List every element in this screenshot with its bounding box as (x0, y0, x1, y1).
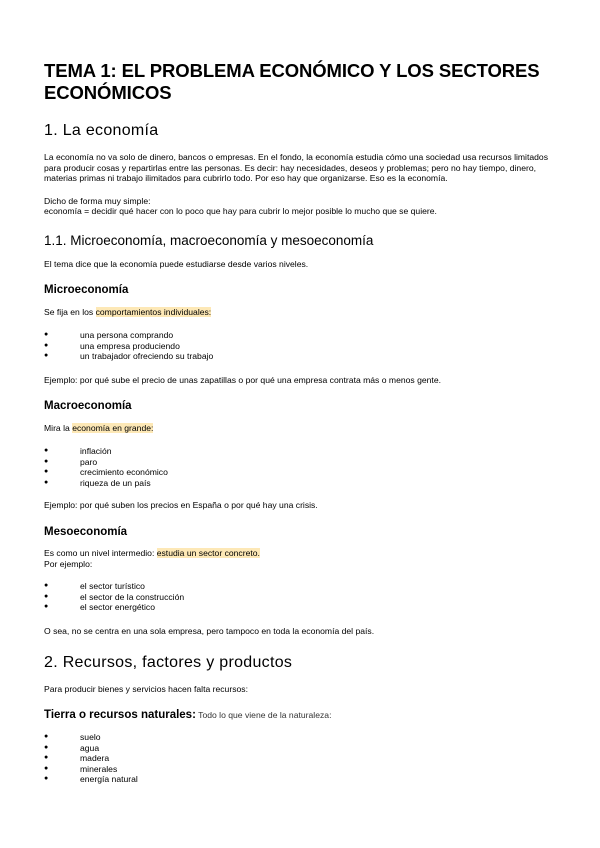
bullet-icon: ● (44, 447, 49, 454)
macro-example: Ejemplo: por qué suben los precios en España o por qué hay una crisis. (44, 500, 318, 510)
macro-lead: Mira la economía en grande: (44, 423, 154, 433)
list-item: ● agua (44, 742, 100, 753)
bullet-icon: ● (44, 582, 49, 589)
meso-conclusion: O sea, no se centra en una sola empresa, pero tampoco en toda la economía del país. (44, 626, 375, 636)
simple-line-2: economía = decidir qué hacer con lo poco que hay para cubrir lo mejor posible lo mucho que se quiere. (44, 206, 437, 216)
micro-list (44, 330, 213, 362)
section-heading-economia: 1. La economía (44, 122, 159, 139)
meso-list (44, 581, 184, 613)
bullet-icon: ● (44, 352, 49, 359)
niveles-intro: El tema dice que la economía puede estudiarse desde varios niveles. (44, 259, 309, 269)
bullet-icon: ● (44, 775, 49, 782)
list-item: ● un trabajador ofreciendo su trabajo (44, 351, 214, 361)
simple-line-1: Dicho de forma muy simple: (44, 196, 151, 206)
bullet-icon: ● (44, 468, 49, 475)
list-item: ● el sector de la construcción (44, 591, 185, 602)
meso-heading: Mesoeconomía (44, 526, 128, 538)
list-item: ● energía natural (44, 774, 138, 784)
bullet-icon: ● (44, 478, 49, 486)
bullet-icon: ● (44, 341, 49, 349)
macro-heading: Macroeconomía (44, 400, 132, 412)
meso-highlight: estudia un sector concreto. (156, 548, 260, 558)
bullet-icon: ● (44, 764, 49, 772)
list-item: ● riqueza de un país (44, 477, 151, 488)
list-item: ● una empresa produciendo (44, 340, 180, 351)
natural-list (44, 732, 138, 785)
micro-lead: Se fija en los comportamientos individuales: (44, 307, 212, 317)
list-item: ● suelo (44, 732, 101, 742)
economia-intro: La economía no va solo de dinero, bancos o empresas. En el fondo, la economía estudia cómo una sociedad usa recursos limitados para producir cosas y repartirlas entre las personas. Es decir: hay necesidades, deseos y problemas; pero no hay tiempo, dinero, materias primas ni trabajo ilimitados para cubrirlo todo. Por eso hay que organizarse. Eso es la economía. (44, 152, 548, 183)
list-item: ● una persona comprando (44, 330, 174, 340)
section-heading-recursos: 2. Recursos, factores y productos (44, 654, 293, 671)
macro-list (44, 446, 168, 488)
meso-por-ejemplo: Por ejemplo: (44, 559, 93, 569)
list-item: ● el sector turístico (44, 581, 145, 591)
list-item: ● el sector energético (44, 602, 155, 612)
natural-heading: Tierra o recursos naturales: (44, 709, 196, 721)
micro-heading: Microeconomía (44, 284, 129, 296)
micro-example: Ejemplo: por qué sube el precio de unas zapatillas o por qué una empresa contrata más o menos gente. (44, 375, 441, 385)
natural-heading-line (44, 707, 554, 723)
bullet-icon: ● (44, 457, 49, 465)
natural-desc: Todo lo que viene de la naturaleza: (195, 710, 332, 720)
bullet-icon: ● (44, 592, 49, 600)
bullet-icon: ● (44, 743, 49, 751)
section-heading-niveles: 1.1. Microeconomía, macroeconomía y mesoeconomía (44, 233, 374, 248)
list-item: ● paro (44, 456, 98, 467)
bullet-icon: ● (44, 733, 49, 740)
list-item: ● crecimiento económico (44, 467, 168, 477)
macro-highlight: economía en grande: (72, 423, 154, 433)
bullet-icon: ● (44, 754, 49, 761)
document-title: TEMA 1: EL PROBLEMA ECONÓMICO Y LOS SECTORES ECONÓMICOS (44, 60, 540, 103)
meso-lead: Es como un nivel intermedio: estudia un sector concreto. (44, 548, 260, 558)
bullet-icon: ● (44, 331, 49, 338)
list-item: ● madera (44, 753, 110, 763)
recursos-intro: Para producir bienes y servicios hacen falta recursos: (44, 684, 248, 694)
list-item: ● inflación (44, 446, 112, 456)
list-item: ● minerales (44, 763, 118, 774)
bullet-icon: ● (44, 603, 49, 610)
micro-highlight: comportamientos individuales: (95, 307, 212, 317)
